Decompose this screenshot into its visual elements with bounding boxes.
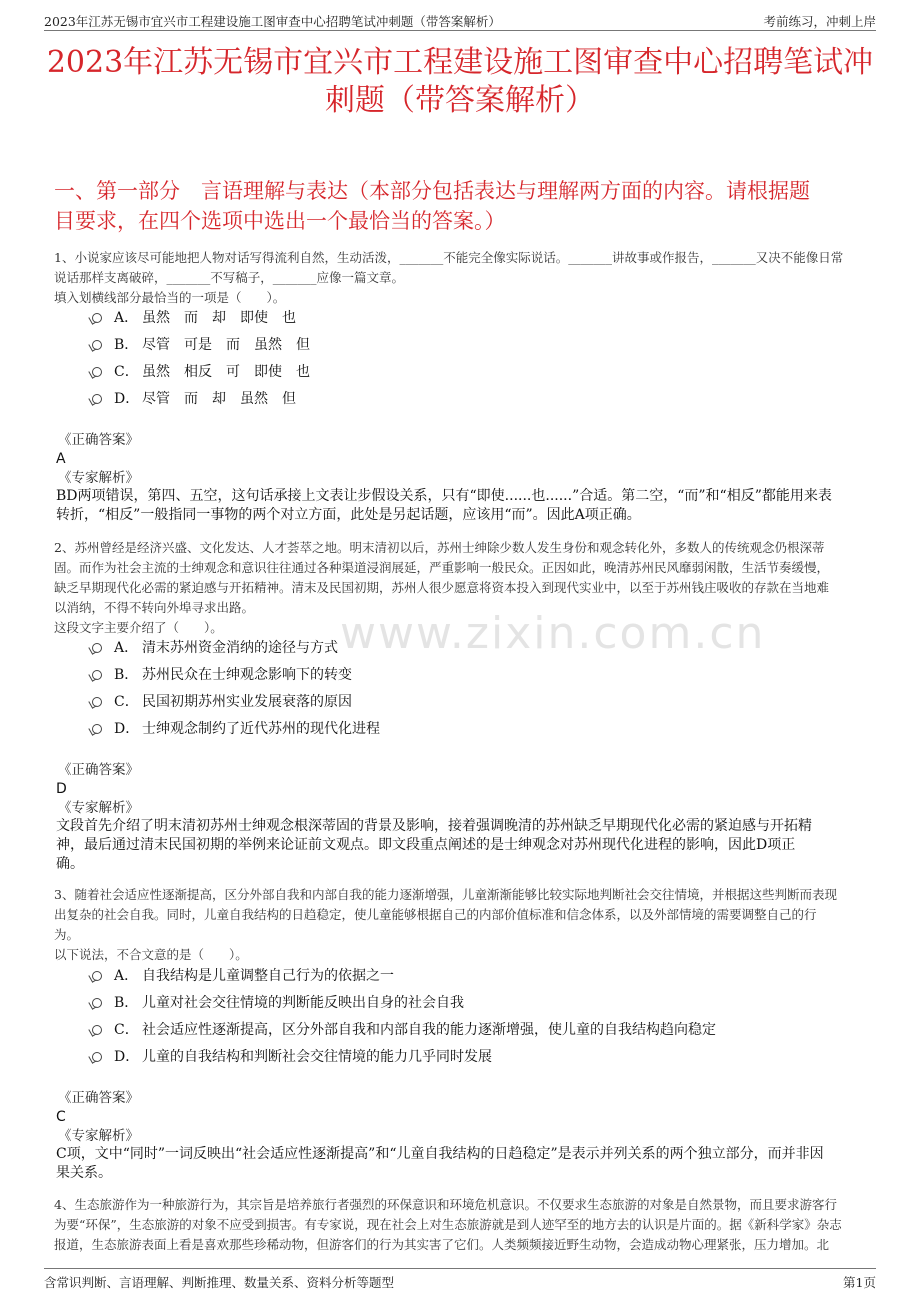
question-1-answer: A <box>56 451 66 467</box>
radio-icon[interactable] <box>92 643 102 653</box>
question-2-option-b[interactable] <box>92 664 866 686</box>
question-3-answer: C <box>56 1109 66 1125</box>
analysis-line: 文段首先介绍了明末清初苏州士绅观念根深蒂固的背景及影响，接着强调晚清的苏州缺乏早期现代化必需的紧迫感与开拓精 <box>56 818 812 834</box>
analysis-label: 《专家解析》 <box>58 470 139 486</box>
question-3-option-d[interactable] <box>92 1046 866 1068</box>
option-letter: C． <box>114 1022 139 1038</box>
analysis-line: 确。 <box>56 856 84 872</box>
answer-label: 《正确答案》 <box>58 432 139 448</box>
stem-line: 为要“环保”，生态旅游的对象不应受到损害。有专家说，现在社会上对生态旅游就是到人迹罕至的地方去的认识是片面的。据《新科学家》杂志 <box>54 1217 842 1232</box>
option-text: 苏州民众在士绅观念影响下的转变 <box>142 667 352 683</box>
header-doc-title: 2023年江苏无锡市宜兴市工程建设施工图审查中心招聘笔试冲刺题（带答案解析） <box>44 14 501 29</box>
header-slogan: 考前练习，冲刺上岸 <box>763 14 876 29</box>
radio-icon[interactable] <box>92 1052 102 1062</box>
option-text: 社会适应性逐渐提高，区分外部自我和内部自我的能力逐渐增强，使儿童的自我结构趋向稳定 <box>142 1022 716 1038</box>
option-text: 虽然 而 却 即使 也 <box>142 310 296 326</box>
option-text: 清末苏州资金消纳的途径与方式 <box>142 640 338 656</box>
document-title <box>40 44 880 120</box>
question-3-analysis <box>56 1145 860 1183</box>
footer-question-types: 含常识判断、言语理解、判断推理、数量关系、资料分析等题型 <box>44 1275 395 1290</box>
stem-line: 以下说法，不合文意的是（ ）。 <box>54 947 248 962</box>
option-text: 儿童对社会交往情境的判断能反映出自身的社会自我 <box>142 995 464 1011</box>
analysis-line: BD两项错误，第四、五空，这句话承接上文表让步假设关系，只有“即使......也......”合适。第二空，“而”和“相反”都能用来表 <box>56 488 832 504</box>
option-text: 自我结构是儿童调整自己行为的依据之一 <box>142 968 394 984</box>
question-4-stem <box>54 1195 866 1255</box>
radio-icon[interactable] <box>92 724 102 734</box>
radio-icon[interactable] <box>92 340 102 350</box>
question-1-stem <box>54 248 866 308</box>
stem-line: 说话那样支离破碎，_______不写稿子，_______应像一篇文章。 <box>54 270 405 285</box>
radio-icon[interactable] <box>92 367 102 377</box>
option-text: 儿童的自我结构和判断社会交往情境的能力几乎同时发展 <box>142 1049 492 1065</box>
stem-line: 1、小说家应该尽可能地把人物对话写得流利自然，生动活泼，_______不能完全像实际说话。_______讲故事或作报告，_______又决不能像日常 <box>54 250 844 265</box>
question-3-stem <box>54 885 866 965</box>
option-text: 尽管 而 却 虽然 但 <box>142 391 296 407</box>
stem-line: 缺乏早期现代化必需的紧迫感与开拓精神。清末及民国初期，苏州人很少愿意将资本投入到现代实业中，以至于苏州钱庄吸收的存款在当地难 <box>54 580 830 595</box>
question-3-option-a[interactable] <box>92 965 866 987</box>
page-header <box>44 8 876 31</box>
stem-line: 2、苏州曾经是经济兴盛、文化发达、人才荟萃之地。明末清初以后，苏州士绅除少数人发生身份和观念转化外，多数人的传统观念仍根深蒂 <box>54 540 825 555</box>
analysis-line: C项，文中“同时”一词反映出“社会适应性逐渐提高”和“儿童自我结构的日趋稳定”是表示并列关系的两个独立部分，而并非因 <box>56 1146 824 1162</box>
question-2-option-a[interactable] <box>92 637 866 659</box>
stem-line: 报道，生态旅游表面上看是喜欢那些珍稀动物，但游客们的行为其实害了它们。人类频频接近野生动物，会造成动物心理紧张，压力增加。北 <box>54 1237 830 1252</box>
question-2-option-d[interactable] <box>92 718 866 740</box>
stem-line: 3、随着社会适应性逐渐提高，区分外部自我和内部自我的能力逐渐增强，儿童渐渐能够比较实际地判断社会交往情境，并根据这些判断而表现 <box>54 887 837 902</box>
radio-icon[interactable] <box>92 998 102 1008</box>
analysis-line: 果关系。 <box>56 1165 112 1181</box>
radio-icon[interactable] <box>92 670 102 680</box>
question-1-option-a[interactable] <box>92 307 866 329</box>
question-3-option-b[interactable] <box>92 992 866 1014</box>
question-1-analysis <box>56 487 860 525</box>
option-text: 虽然 相反 可 即使 也 <box>142 364 310 380</box>
title-line-1: 2023年江苏无锡市宜兴市工程建设施工图审查中心招聘笔试冲 <box>46 45 874 80</box>
stem-line: 4、生态旅游作为一种旅游行为，其宗旨是培养旅行者强烈的环保意识和环境危机意识。不仅要求生态旅游的对象是自然景物，而且要求游客行 <box>54 1197 837 1212</box>
option-letter: A． <box>114 310 139 326</box>
option-letter: B． <box>114 995 139 1011</box>
answer-label: 《正确答案》 <box>58 762 139 778</box>
radio-icon[interactable] <box>92 313 102 323</box>
option-letter: B． <box>114 337 139 353</box>
question-2-answer: D <box>56 781 67 797</box>
title-line-2: 刺题（带答案解析） <box>325 83 595 118</box>
option-text: 民国初期苏州实业发展衰落的原因 <box>142 694 352 710</box>
stem-line: 出复杂的社会自我。同时，儿童自我结构的日趋稳定，使儿童能够根据自己的内部价值标准和信念体系，以及外部情境的需要调整自己的行 <box>54 907 817 922</box>
radio-icon[interactable] <box>92 1025 102 1035</box>
section-heading <box>54 176 880 236</box>
question-2-analysis <box>56 817 860 874</box>
stem-line: 以消纳，不得不转向外埠寻求出路。 <box>54 600 255 615</box>
analysis-label: 《专家解析》 <box>58 800 139 816</box>
radio-icon[interactable] <box>92 971 102 981</box>
section-line-2: 目要求，在四个选项中选出一个最恰当的答案。） <box>54 209 506 233</box>
watermark: www.zixin.com.cn <box>340 608 766 659</box>
stem-line: 填入划横线部分最恰当的一项是（ ）。 <box>54 290 286 305</box>
question-1-option-b[interactable] <box>92 334 866 356</box>
option-text: 尽管 可是 而 虽然 但 <box>142 337 310 353</box>
radio-icon[interactable] <box>92 394 102 404</box>
question-1-option-d[interactable] <box>92 388 866 410</box>
stem-line: 为。 <box>54 927 80 942</box>
analysis-line: 转折，“相反”一般指同一事物的两个对立方面，此处是另起话题，应该用“而”。因此A项正确。 <box>56 507 641 523</box>
option-letter: B． <box>114 667 139 683</box>
question-2-stem <box>54 538 866 638</box>
option-letter: A． <box>114 968 139 984</box>
question-3-option-c[interactable] <box>92 1019 866 1041</box>
page-footer <box>44 1268 876 1290</box>
analysis-line: 神，最后通过清末民国初期的举例来论证前文观点。即文段重点阐述的是士绅观念对苏州现代化进程的影响，因此D项正 <box>56 837 796 853</box>
page-number: 第1页 <box>843 1275 876 1290</box>
section-line-1: 一、第一部分 言语理解与表达（本部分包括表达与理解两方面的内容。请根据题 <box>54 179 810 203</box>
radio-icon[interactable] <box>92 697 102 707</box>
analysis-label: 《专家解析》 <box>58 1128 139 1144</box>
option-letter: C． <box>114 364 139 380</box>
stem-line: 固。而作为社会主流的士绅观念和意识往往通过各种渠道浸润展延，严重影响一般民众。正因如此，晚清苏州民风靡弱闲散，生活节奏缓慢， <box>54 560 830 575</box>
answer-label: 《正确答案》 <box>58 1090 139 1106</box>
question-1-option-c[interactable] <box>92 361 866 383</box>
option-letter: D． <box>114 721 140 737</box>
question-2-option-c[interactable] <box>92 691 866 713</box>
option-letter: C． <box>114 694 139 710</box>
stem-line: 这段文字主要介绍了（ ）。 <box>54 620 223 635</box>
option-letter: D． <box>114 391 140 407</box>
option-letter: D． <box>114 1049 140 1065</box>
option-text: 士绅观念制约了近代苏州的现代化进程 <box>142 721 380 737</box>
option-letter: A． <box>114 640 139 656</box>
